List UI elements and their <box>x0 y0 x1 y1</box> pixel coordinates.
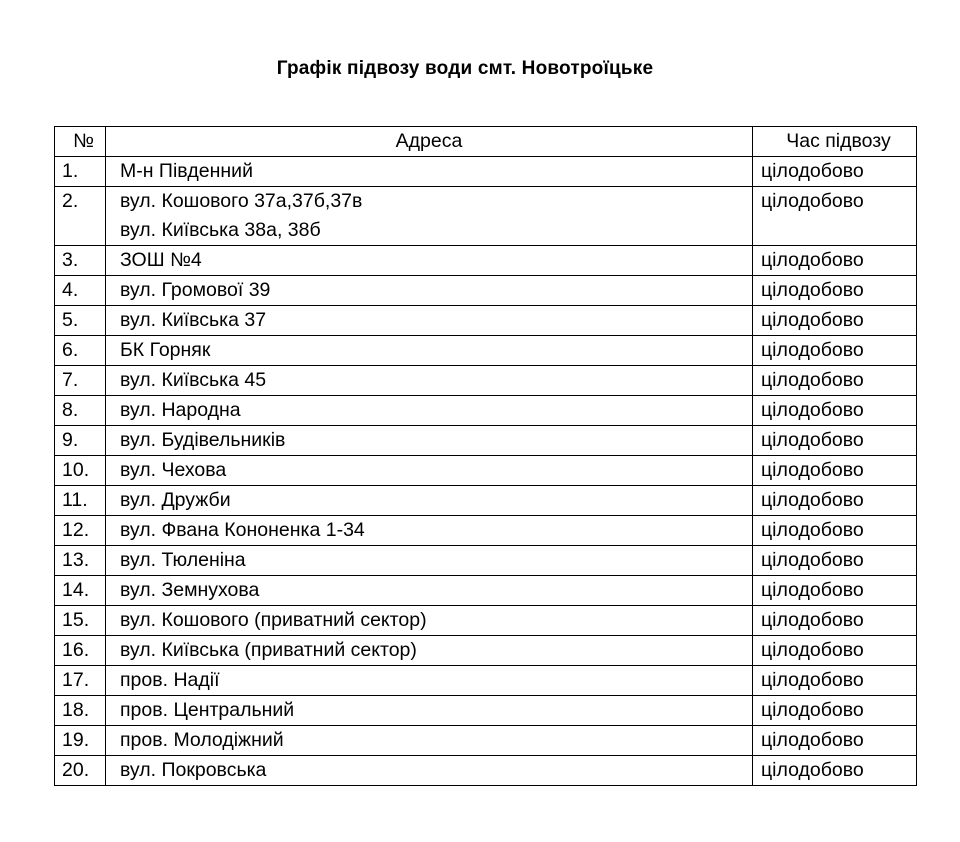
row-delivery-time: цілодобово <box>753 306 917 336</box>
address-line: вул. Київська 37 <box>120 309 267 331</box>
row-number: 12. <box>55 516 106 546</box>
table-row <box>55 576 917 606</box>
address-line: ЗОШ №4 <box>120 249 202 271</box>
row-address <box>106 336 753 366</box>
page-title: Графік підвозу води смт. Новотроїцьке <box>276 58 654 79</box>
row-number: 15. <box>55 606 106 636</box>
row-number: 16. <box>55 636 106 666</box>
row-delivery-time: цілодобово <box>753 426 917 456</box>
address-line: вул. Народна <box>120 399 241 421</box>
address-line: вул. Дружби <box>120 489 231 511</box>
header-number: № <box>55 127 106 157</box>
table-row <box>55 336 917 366</box>
row-delivery-time: цілодобово <box>753 456 917 486</box>
address-line: пров. Центральний <box>120 699 295 721</box>
row-address <box>106 426 753 456</box>
row-delivery-time: цілодобово <box>753 516 917 546</box>
row-number: 13. <box>55 546 106 576</box>
address-line: вул. Фвана Кононенка 1-34 <box>120 519 365 541</box>
address-line: пров. Надії <box>120 669 220 691</box>
row-delivery-time: цілодобово <box>753 246 917 276</box>
row-number: 11. <box>55 486 106 516</box>
row-number: 18. <box>55 696 106 726</box>
address-line: М-н Південний <box>120 160 253 182</box>
table-row <box>55 546 917 576</box>
address-line: вул. Тюленіна <box>120 549 246 571</box>
row-number: 1. <box>55 157 106 187</box>
row-address <box>106 726 753 756</box>
row-address <box>106 366 753 396</box>
water-schedule-table <box>54 126 917 786</box>
table-row <box>55 726 917 756</box>
table-row <box>55 696 917 726</box>
row-address <box>106 486 753 516</box>
row-number: 10. <box>55 456 106 486</box>
row-address <box>106 576 753 606</box>
row-address <box>106 276 753 306</box>
table-row <box>55 486 917 516</box>
row-delivery-time: цілодобово <box>753 636 917 666</box>
row-number: 4. <box>55 276 106 306</box>
row-delivery-time: цілодобово <box>753 546 917 576</box>
row-number: 19. <box>55 726 106 756</box>
address-line: вул. Кошового 37а,37б,37в <box>120 190 363 212</box>
row-delivery-time: цілодобово <box>753 726 917 756</box>
table-row <box>55 666 917 696</box>
row-address <box>106 516 753 546</box>
table-body <box>55 157 917 786</box>
row-delivery-time: цілодобово <box>753 276 917 306</box>
address-line: вул. Громової 39 <box>120 279 271 301</box>
header-address: Адреса <box>106 127 753 157</box>
row-delivery-time: цілодобово <box>753 187 917 246</box>
row-number: 2. <box>55 187 106 246</box>
row-number: 3. <box>55 246 106 276</box>
row-address <box>106 666 753 696</box>
table-row <box>55 187 917 246</box>
table-row <box>55 396 917 426</box>
address-line: вул. Покровська <box>120 759 267 781</box>
address-line: вул. Київська 38а, 38б <box>120 219 321 241</box>
row-delivery-time: цілодобово <box>753 606 917 636</box>
table-row <box>55 306 917 336</box>
row-delivery-time: цілодобово <box>753 366 917 396</box>
table-row <box>55 276 917 306</box>
table-row <box>55 246 917 276</box>
address-line: вул. Будівельників <box>120 429 286 451</box>
address-line: вул. Кошового (приватний сектор) <box>120 609 427 631</box>
row-number: 8. <box>55 396 106 426</box>
row-number: 6. <box>55 336 106 366</box>
row-address <box>106 306 753 336</box>
row-number: 5. <box>55 306 106 336</box>
row-delivery-time: цілодобово <box>753 336 917 366</box>
row-address <box>106 157 753 187</box>
row-delivery-time: цілодобово <box>753 666 917 696</box>
address-line: пров. Молодіжний <box>120 729 284 751</box>
table-row <box>55 606 917 636</box>
table-row <box>55 756 917 786</box>
row-address <box>106 546 753 576</box>
row-address <box>106 456 753 486</box>
table-row <box>55 456 917 486</box>
row-delivery-time: цілодобово <box>753 157 917 187</box>
row-address <box>106 187 753 246</box>
table-row <box>55 426 917 456</box>
row-address <box>106 246 753 276</box>
row-delivery-time: цілодобово <box>753 756 917 786</box>
header-time: Час підвозу <box>753 127 917 157</box>
row-number: 17. <box>55 666 106 696</box>
row-number: 7. <box>55 366 106 396</box>
address-line: вул. Чехова <box>120 459 227 481</box>
table-row <box>55 636 917 666</box>
row-number: 14. <box>55 576 106 606</box>
row-delivery-time: цілодобово <box>753 696 917 726</box>
row-address <box>106 396 753 426</box>
address-line: вул. Земнухова <box>120 579 260 601</box>
row-number: 20. <box>55 756 106 786</box>
table-row <box>55 516 917 546</box>
table-header-row <box>55 127 917 157</box>
address-line: вул. Київська (приватний сектор) <box>120 639 417 661</box>
row-number: 9. <box>55 426 106 456</box>
row-address <box>106 696 753 726</box>
address-line: вул. Київська 45 <box>120 369 267 391</box>
table-row <box>55 366 917 396</box>
row-address <box>106 756 753 786</box>
table-row <box>55 157 917 187</box>
row-delivery-time: цілодобово <box>753 576 917 606</box>
row-delivery-time: цілодобово <box>753 396 917 426</box>
address-line: БК Горняк <box>120 339 211 361</box>
row-delivery-time: цілодобово <box>753 486 917 516</box>
row-address <box>106 636 753 666</box>
row-address <box>106 606 753 636</box>
